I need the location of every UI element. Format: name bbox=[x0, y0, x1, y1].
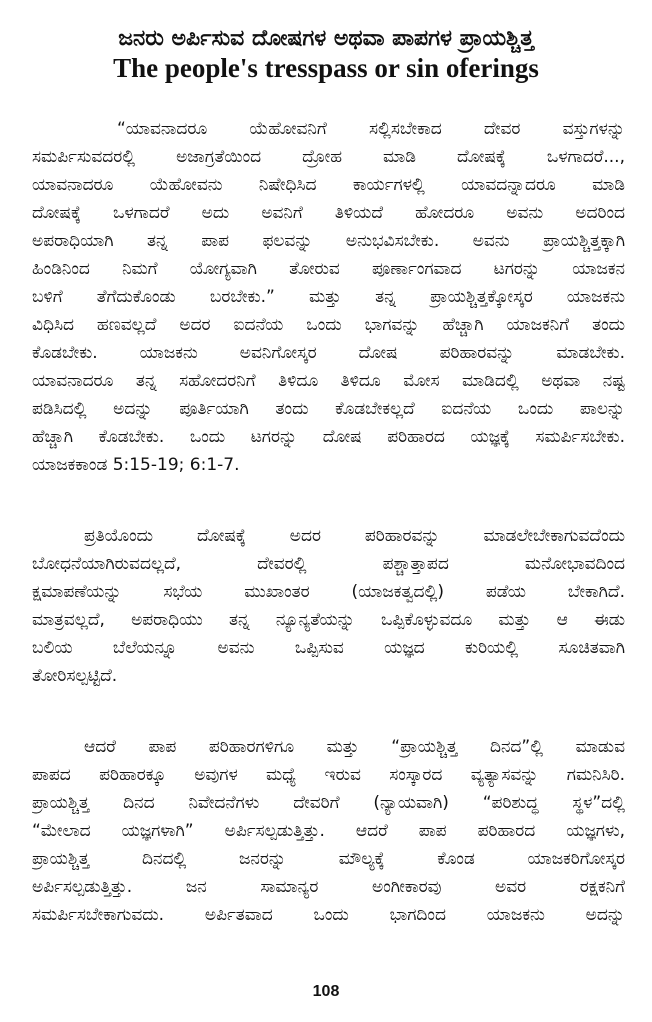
text-line: ಹೆಚ್ಚಾಗಿ ಕೊಡಬೇಕು. ಒಂದು ಟಗರನ್ನು ದೋಷ ಪರಿಹಾರದ ಯಜ್ಞಕ್ಕೆ ಸಮರ್ಪಿಸಬೇಕು. bbox=[32, 427, 625, 447]
paragraph-gap bbox=[32, 690, 625, 733]
text-line: ಹಿಂಡಿನಿಂದ ನಿಮಗೆ ಯೋಗ್ಯವಾಗಿ ತೋರುವ ಪೂರ್ಣಾಂಗವಾದ ಟಗರನ್ನು ಯಾಜಕನ bbox=[32, 259, 625, 279]
text-line: ಯಾವನಾದರೂ ತನ್ನ ಸಹೋದರನಿಗೆ ತಿಳಿದೂ ತಿಳಿದೂ ಮೋಸ ಮಾಡಿದಲ್ಲಿ ಅಥವಾ ನಷ್ಟ bbox=[32, 371, 625, 391]
paragraph-1 bbox=[32, 115, 625, 479]
text-line: ತೋರಿಸಲ್ಪಟ್ಟಿದೆ. bbox=[32, 666, 118, 686]
heading-english: The people's tresspass or sin oferings bbox=[113, 53, 539, 83]
text-line: ಬಳಿಗೆ ತೆಗೆದುಕೊಂಡು ಬರಬೇಕು.” ಮತ್ತು ತನ್ನ ಪ್ರಾಯಶ್ಚಿತ್ತಕ್ಕೋಸ್ಕರ ಯಾಜಕನು bbox=[32, 287, 625, 307]
text-line: ಪ್ರತಿಯೊಂದು ದೋಷಕ್ಕೆ ಅದರ ಪರಿಹಾರವನ್ನು ಮಾಡಲೇಬೇಕಾಗುವದೆಂದು bbox=[84, 526, 625, 546]
text-line: ಕ್ಷಮಾಪಣೆಯನ್ನು ಸಭೆಯ ಮುಖಾಂತರ (ಯಾಜಕತ್ವದಲ್ಲಿ) ಪಡೆಯ ಬೇಕಾಗಿದೆ. bbox=[32, 582, 625, 602]
text-line: ಯಾವನಾದರೂ ಯೆಹೋವನು ನಿಷೇಧಿಸಿದ ಕಾರ್ಯಗಳಲ್ಲಿ ಯಾವದನ್ನಾದರೂ ಮಾಡಿ bbox=[32, 175, 625, 195]
scripture-reference: ಯಾಜಕಕಾಂಡ 5:15-19; 6:1-7. bbox=[32, 455, 240, 475]
text-line: ಅರ್ಪಿಸಲ್ಪಡುತ್ತಿತ್ತು. ಜನ ಸಾಮಾನ್ಯರ ಅಂಗೀಕಾರವು ಅವರ ರಕ್ಷಕನಿಗೆ bbox=[32, 877, 625, 897]
paragraph-gap bbox=[32, 479, 625, 522]
text-line: ಬೋಧನೆಯಾಗಿರುವದಲ್ಲದೆ, ದೇವರಲ್ಲಿ ಪಶ್ಚಾತ್ತಾಪದ ಮನೋಭಾವದಿಂದ bbox=[32, 554, 625, 574]
text-line: “ಯಾವನಾದರೂ ಯೆಹೋವನಿಗೆ ಸಲ್ಲಿಸಬೇಕಾದ ದೇವರ ವಸ್ತುಗಳನ್ನು bbox=[117, 119, 625, 139]
text-line: ಪಾಪದ ಪರಿಹಾರಕ್ಕೂ ಅವುಗಳ ಮಧ್ಯೆ ಇರುವ ಸಂಸ್ಕಾರದ ವ್ಯತ್ಯಾಸವನ್ನು ಗಮನಿಸಿರಿ. bbox=[32, 765, 625, 785]
page-number: 108 bbox=[312, 983, 340, 1000]
body-text bbox=[32, 115, 625, 929]
paragraph-2 bbox=[32, 522, 625, 690]
text-line: ಪ್ರಾಯಶ್ಚಿತ್ತ ದಿನದಲ್ಲಿ ಜನರನ್ನು ಮೌಲ್ಯಕ್ಕೆ ಕೊಂಡ ಯಾಜಕರಿಗೋಸ್ಕರ bbox=[32, 849, 625, 869]
text-line: ಕೊಡಬೇಕು. ಯಾಜಕನು ಅವನಿಗೋಸ್ಕರ ದೋಷ ಪರಿಹಾರವನ್ನು ಮಾಡಬೇಕು. bbox=[32, 343, 625, 363]
text-line: ಆದರೆ ಪಾಪ ಪರಿಹಾರಗಳಿಗೂ ಮತ್ತು “ಪ್ರಾಯಶ್ಚಿತ್ತ ದಿನದ”ಲ್ಲಿ ಮಾಡುವ bbox=[84, 737, 625, 757]
text-line: ಸಮರ್ಪಿಸುವದರಲ್ಲಿ ಅಜಾಗ್ರತೆಯಿಂದ ದ್ರೋಹ ಮಾಡಿ ದೋಷಕ್ಕೆ ಒಳಗಾದರೆ..., bbox=[32, 147, 625, 167]
text-line: ಬಲಿಯ ಬೆಲೆಯನ್ನೂ ಅವನು ಒಪ್ಪಿಸುವ ಯಜ್ಞದ ಕುರಿಯಲ್ಲಿ ಸೂಚಿತವಾಗಿ bbox=[32, 638, 625, 658]
text-line: ಪ್ರಾಯಶ್ಚಿತ್ತ ದಿನದ ನಿವೇದನೆಗಳು ದೇವರಿಗೆ (ನ್ಯಾಯವಾಗಿ) “ಪರಿಶುದ್ಧ ಸ್ಥಳ”ದಲ್ಲಿ bbox=[32, 793, 625, 813]
text-line: ದೋಷಕ್ಕೆ ಒಳಗಾದರೆ ಅದು ಅವನಿಗೆ ತಿಳಿಯದೆ ಹೋದರೂ ಅವನು ಅದರಿಂದ bbox=[32, 203, 625, 223]
text-line: ಮಾತ್ರವಲ್ಲದೆ, ಅಪರಾಧಿಯು ತನ್ನ ನ್ಯೂನ್ಯತೆಯನ್ನು ಒಪ್ಪಿಕೊಳ್ಳುವದೂ ಮತ್ತು ಆ ಈಡು bbox=[32, 610, 625, 630]
paragraph-3 bbox=[32, 733, 625, 929]
text-line: ಅಪರಾಧಿಯಾಗಿ ತನ್ನ ಪಾಪ ಫಲವನ್ನು ಅನುಭವಿಸಬೇಕು. ಅವನು ಪ್ರಾಯಶ್ಚಿತ್ತಕ್ಕಾಗಿ bbox=[32, 231, 625, 251]
text-line: ಸಮರ್ಪಿಸಬೇಕಾಗುವದು. ಅರ್ಪಿತವಾದ ಒಂದು ಭಾಗದಿಂದ ಯಾಜಕನು ಅದನ್ನು bbox=[32, 905, 625, 925]
heading-kannada: ಜನರು ಅರ್ಪಿಸುವ ದೋಷಗಳ ಅಥವಾ ಪಾಪಗಳ ಪ್ರಾಯಶ್ಚಿತ್ತ bbox=[118, 26, 534, 51]
text-line: ಪಡಿಸಿದಲ್ಲಿ ಅದನ್ನು ಪೂರ್ತಿಯಾಗಿ ತಂದು ಕೊಡಬೇಕಲ್ಲದೆ ಐದನೆಯ ಒಂದು ಪಾಲನ್ನು bbox=[32, 399, 625, 419]
text-line: “ಮೇಲಾದ ಯಜ್ಞಗಳಾಗಿ” ಅರ್ಪಿಸಲ್ಪಡುತ್ತಿತ್ತು. ಆದರೆ ಪಾಪ ಪರಿಹಾರದ ಯಜ್ಞಗಳು, bbox=[32, 821, 625, 841]
text-line: ವಿಧಿಸಿದ ಹಣವಲ್ಲದೆ ಅದರ ಐದನೆಯ ಒಂದು ಭಾಗವನ್ನು ಹೆಚ್ಚಾಗಿ ಯಾಜಕನಿಗೆ ತಂದು bbox=[32, 315, 625, 335]
